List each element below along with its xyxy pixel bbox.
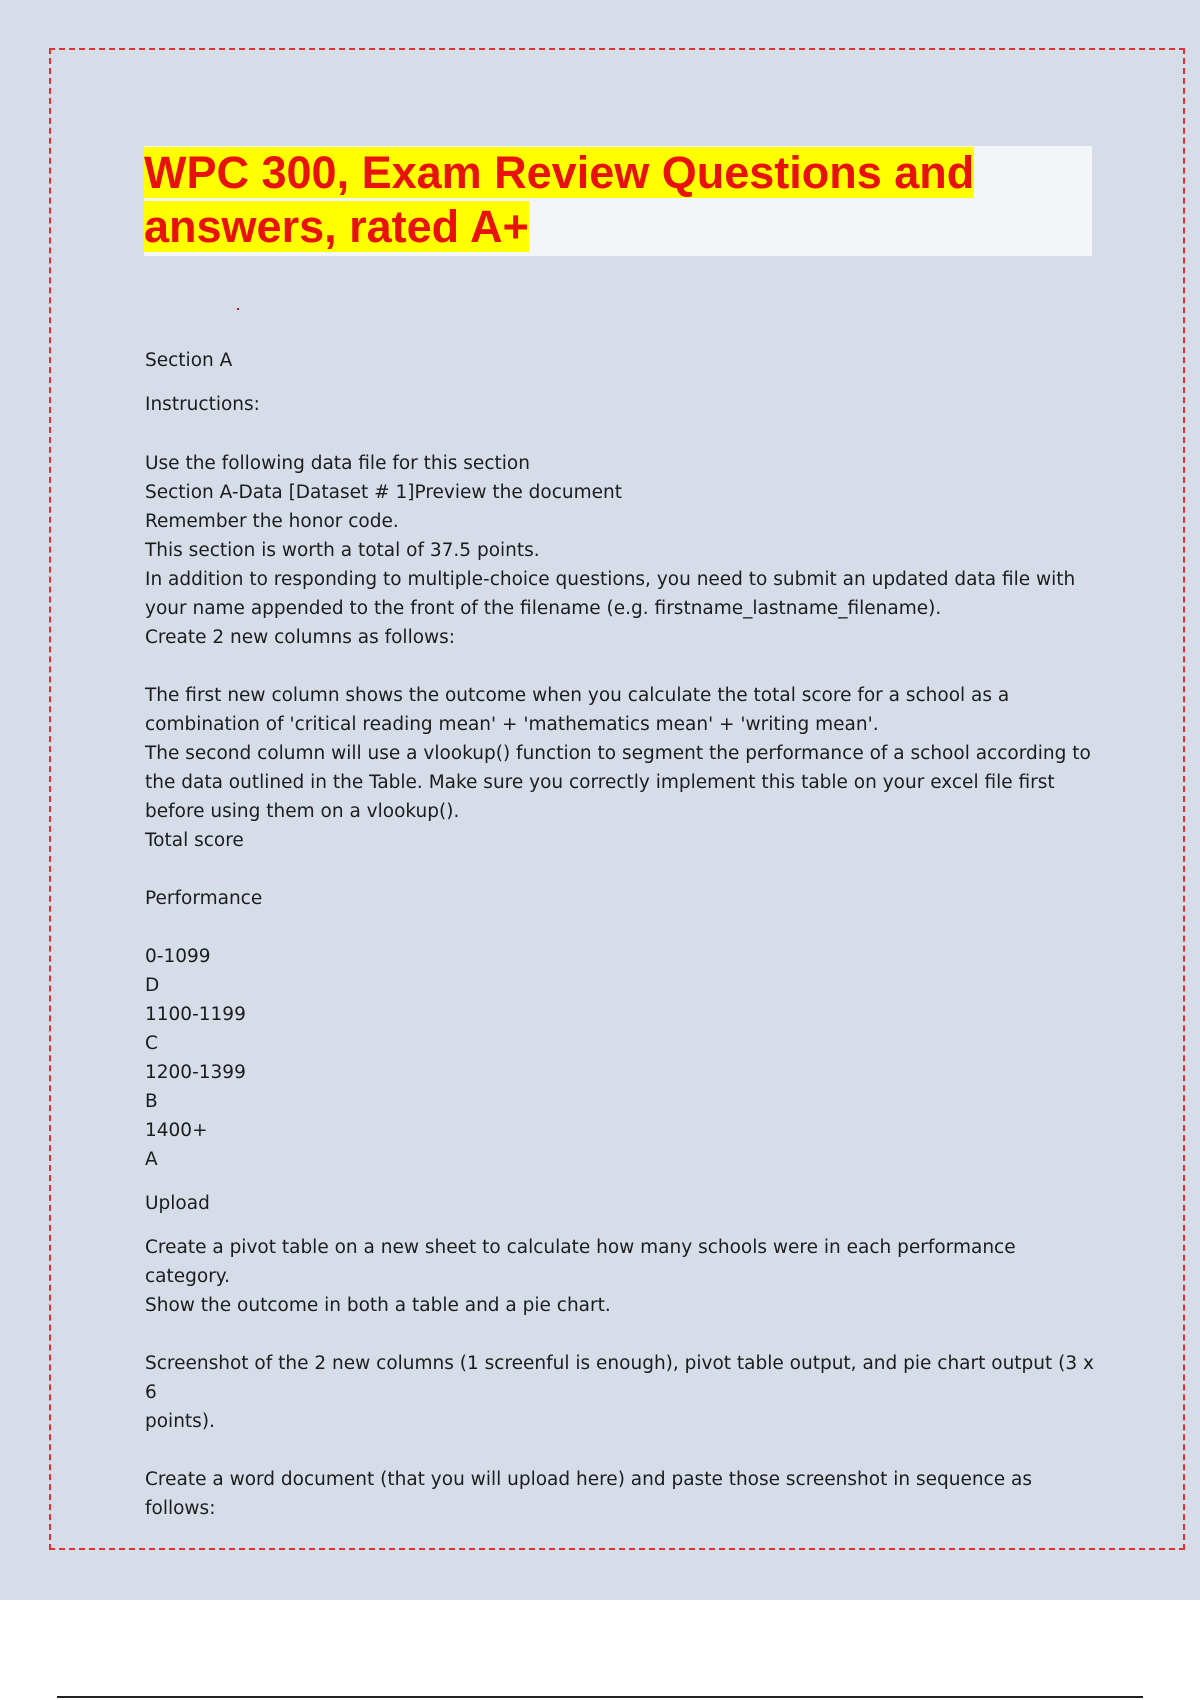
intro-line: Section A-Data [Dataset # 1]Preview the document: [145, 482, 622, 503]
pivot-line: Create a pivot table on a new sheet to calculate how many schools were in each performance category.: [145, 1237, 1016, 1287]
document-body: [145, 346, 1095, 1523]
grade-letter: D: [145, 975, 160, 996]
intro-line: Use the following data file for this section: [145, 453, 530, 474]
intro-line: your name appended to the front of the filename (e.g. firstname_lastname_filename).: [145, 598, 942, 619]
intro-paragraph: [145, 449, 1095, 652]
instructions-label: Instructions:: [145, 394, 260, 415]
upload-label: Upload: [145, 1193, 210, 1214]
screenshot-paragraph: [145, 1349, 1095, 1436]
columns-line: The first new column shows the outcome when you calculate the total score for a school as a: [145, 685, 1010, 706]
pivot-paragraph: [145, 1233, 1095, 1320]
title-line-1: WPC 300, Exam Review Questions and: [144, 147, 975, 198]
grade-letter: A: [145, 1149, 158, 1170]
word-doc-line: Create a word document (that you will upload here) and paste those screenshot in sequence as follows:: [145, 1469, 1032, 1519]
columns-line: the data outlined in the Table. Make sure you correctly implement this table on your excel file first: [145, 772, 1055, 793]
stray-dot: [237, 308, 239, 310]
pivot-line: Show the outcome in both a table and a pie chart.: [145, 1295, 611, 1316]
grade-range: 0-1099: [145, 946, 211, 967]
intro-line: Create 2 new columns as follows:: [145, 627, 456, 648]
intro-line: Remember the honor code.: [145, 511, 399, 532]
columns-line: before using them on a vlookup().: [145, 801, 460, 822]
performance-label: Performance: [145, 888, 263, 909]
title-block: [144, 146, 1092, 256]
section-heading: Section A: [145, 350, 233, 371]
document-title: [144, 146, 1092, 254]
grade-range: 1200-1399: [145, 1062, 246, 1083]
title-line-2: answers, rated A+: [144, 201, 529, 252]
grade-range: 1400+: [145, 1120, 208, 1141]
grade-letter: C: [145, 1033, 158, 1054]
grade-range: 1100-1199: [145, 1004, 246, 1025]
screenshot-line: points).: [145, 1411, 215, 1432]
grade-table: [145, 942, 1095, 1174]
screenshot-line: Screenshot of the 2 new columns (1 screenful is enough), pivot table output, and pie chart output (3 x 6: [145, 1353, 1094, 1403]
columns-line: combination of 'critical reading mean' + 'mathematics mean' + 'writing mean'.: [145, 714, 879, 735]
columns-paragraph: [145, 681, 1095, 855]
columns-line: Total score: [145, 830, 244, 851]
intro-line: In addition to responding to multiple-choice questions, you need to submit an updated data file with: [145, 569, 1076, 590]
columns-line: The second column will use a vlookup() function to segment the performance of a school according to: [145, 743, 1091, 764]
bottom-rule: [57, 1696, 1143, 1698]
grade-letter: B: [145, 1091, 158, 1112]
intro-line: This section is worth a total of 37.5 points.: [145, 540, 540, 561]
